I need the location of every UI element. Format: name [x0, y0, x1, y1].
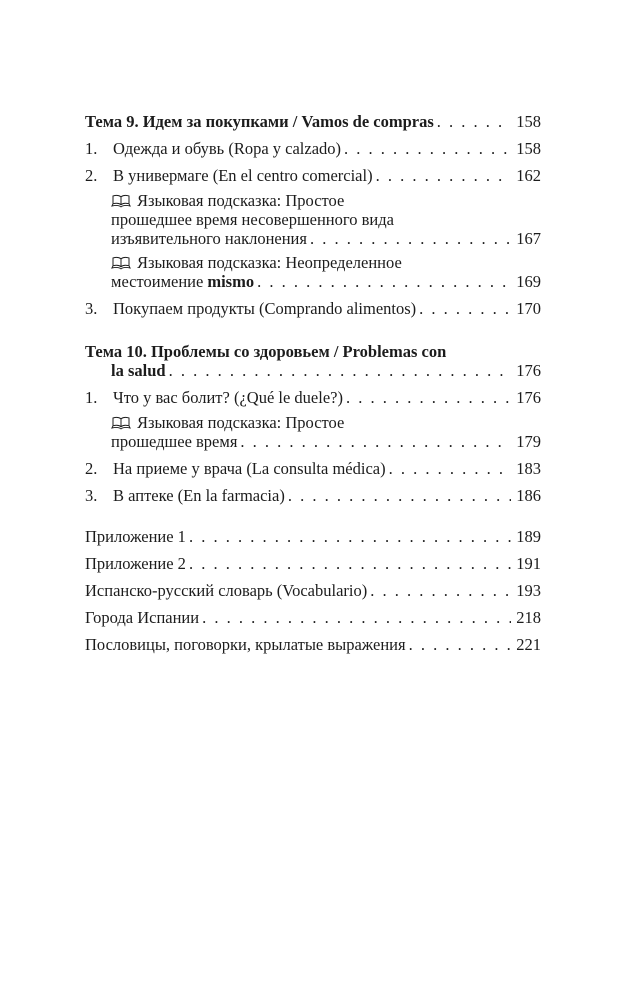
tip-label: Языковая подсказка: Неопределенное	[137, 253, 402, 272]
tip-text: изъявительного наклонения	[111, 229, 307, 248]
entry-text: Пословицы, поговорки, крылатые выражения	[85, 635, 406, 654]
entry-text: Что у вас болит? (¿Qué le duele?)	[113, 388, 343, 407]
language-tip-line	[85, 210, 541, 229]
dot-leader	[189, 554, 511, 573]
page-number: 179	[516, 432, 541, 451]
entry-number: 1.	[85, 388, 98, 407]
toc-entry	[85, 139, 541, 158]
entry-text: Приложение 1	[85, 527, 186, 546]
toc-entry	[85, 635, 541, 654]
page-number: 218	[516, 608, 541, 627]
language-tip-line	[85, 229, 541, 248]
entry-text: В универмаге (En el centro comercial)	[113, 166, 373, 185]
dot-leader	[437, 112, 511, 131]
tip-text: прошедшее время	[111, 432, 238, 451]
tip-text-bold: mismo	[207, 272, 255, 291]
language-tip-line	[85, 253, 541, 272]
tip-text	[111, 413, 344, 432]
entry-text: Покупаем продукты (Comprando alimentos)	[113, 299, 417, 318]
dot-leader	[344, 139, 511, 158]
page-number: 176	[516, 388, 541, 407]
table-of-contents	[85, 112, 541, 654]
page-number: 169	[516, 272, 541, 291]
entry-number: 3.	[85, 486, 98, 505]
language-tip-line	[85, 432, 541, 451]
dot-leader	[202, 608, 511, 627]
dot-leader	[169, 361, 512, 380]
tip-text: прошедшее время несовершенного вида	[111, 210, 394, 229]
dot-leader	[419, 299, 511, 318]
dot-leader	[310, 229, 511, 248]
toc-entry	[85, 166, 541, 185]
toc-entry	[85, 486, 541, 505]
language-tip-line	[85, 272, 541, 291]
entry-number: 3.	[85, 299, 98, 318]
language-tip-line	[85, 191, 541, 210]
language-tip-line	[85, 413, 541, 432]
entry-number: 2.	[85, 459, 98, 478]
dot-leader	[409, 635, 512, 654]
page-number: 176	[516, 361, 541, 380]
tip-label: Языковая подсказка: Простое	[137, 413, 345, 432]
page-number: 158	[516, 139, 541, 158]
toc-topic-header	[85, 112, 541, 131]
toc-entry	[85, 388, 541, 407]
toc-topic-header-cont	[85, 361, 541, 380]
page-number: 170	[516, 299, 541, 318]
page-number: 186	[516, 486, 541, 505]
toc-entry	[85, 527, 541, 546]
tip-text-regular: местоимение	[111, 272, 204, 291]
tip-label: Языковая подсказка: Простое	[137, 191, 345, 210]
page-number: 162	[516, 166, 541, 185]
topic-title: Тема 10. Проблемы со здоровьем / Problemas con	[85, 342, 447, 361]
page-number: 193	[516, 581, 541, 600]
tip-text	[111, 272, 254, 291]
toc-entry	[85, 459, 541, 478]
tip-text	[111, 191, 344, 210]
toc-entry	[85, 608, 541, 627]
toc-topic-header	[85, 342, 541, 361]
entry-number: 2.	[85, 166, 98, 185]
dot-leader	[189, 527, 511, 546]
topic-title-cont: la salud	[111, 361, 166, 380]
open-book-icon	[111, 194, 131, 208]
dot-leader	[376, 166, 512, 185]
page-number: 158	[516, 112, 541, 131]
open-book-icon	[111, 256, 131, 270]
page-number: 189	[516, 527, 541, 546]
entry-text: В аптеке (En la farmacia)	[113, 486, 285, 505]
entry-text: Одежда и обувь (Ropa y calzado)	[113, 139, 342, 158]
open-book-icon	[111, 416, 131, 430]
page-number: 191	[516, 554, 541, 573]
dot-leader	[370, 581, 511, 600]
entry-text: Приложение 2	[85, 554, 186, 573]
dot-leader	[346, 388, 511, 407]
toc-entry	[85, 581, 541, 600]
toc-entry	[85, 554, 541, 573]
page-number: 183	[516, 459, 541, 478]
page-number: 221	[516, 635, 541, 654]
toc-entry	[85, 299, 541, 318]
dot-leader	[240, 432, 511, 451]
entry-text: Города Испании	[85, 608, 200, 627]
tip-text	[111, 253, 402, 272]
entry-text: Испанско-русский словарь (Vocabulario)	[85, 581, 368, 600]
dot-leader	[288, 486, 511, 505]
dot-leader	[257, 272, 511, 291]
dot-leader	[389, 459, 512, 478]
entry-number: 1.	[85, 139, 98, 158]
topic-title: Тема 9. Идем за покупками / Vamos de compras	[85, 112, 434, 131]
page-number: 167	[516, 229, 541, 248]
entry-text: На приеме у врача (La consulta médica)	[113, 459, 386, 478]
